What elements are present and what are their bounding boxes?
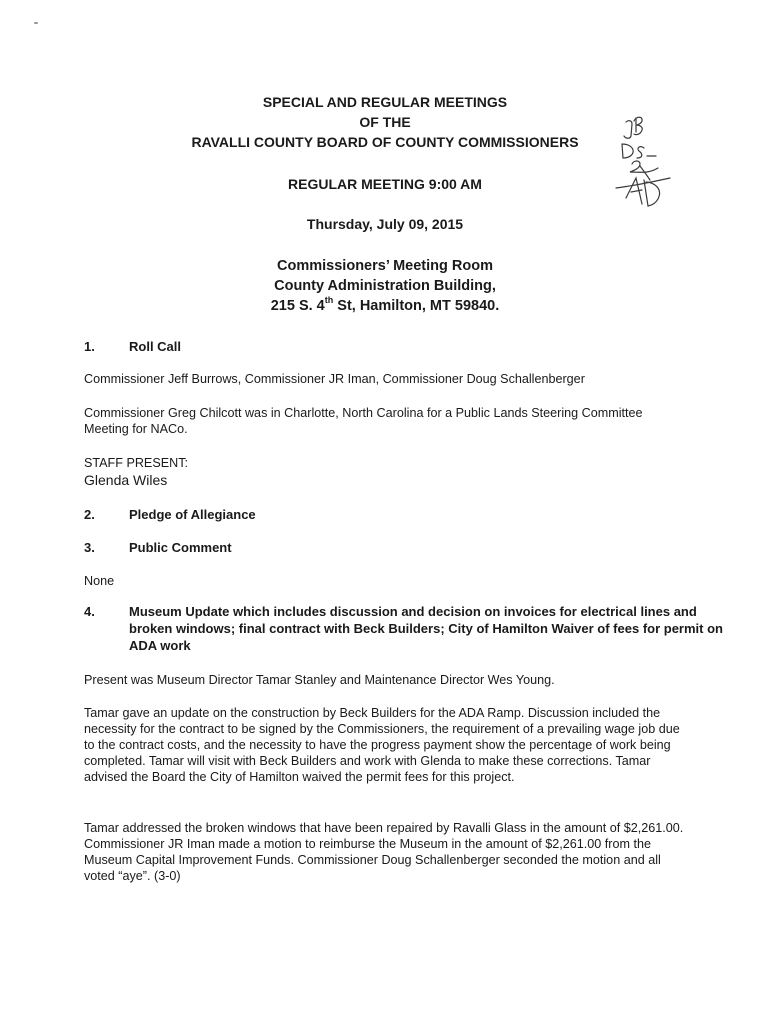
public-comment-text: None (84, 574, 115, 588)
section-title: Roll Call (129, 339, 182, 354)
scan-artifact (34, 22, 38, 24)
museum-update-text: Tamar gave an update on the construction by Beck Builders for the ADA Ramp. Discussion included the necessity for the contract to be signed by the Commissioners, the requirement of a prevailing wage job due to the contract costs, and the necessity to have the progress payment show the percentage of work being completed. Tamar will visit with Beck Builders and work with Glenda to make these corrections. Tamar advised the Board the City of Hamilton waived the permit fees for this project. (84, 706, 680, 784)
absent-commissioner-note: Commissioner Greg Chilcott was in Charlotte, North Carolina for a Public Lands Steering Committee Meeting for NACo. (84, 406, 643, 436)
address-rest: St, Hamilton, MT 59840. (333, 298, 500, 314)
meeting-type: REGULAR MEETING 9:00 AM (288, 176, 482, 192)
museum-present-text: Present was Museum Director Tamar Stanley and Maintenance Director Wes Young. (84, 673, 555, 687)
title-line-1: SPECIAL AND REGULAR MEETINGS (262, 94, 508, 110)
title-line-2: OF THE (359, 114, 411, 130)
section-title: Museum Update which includes discussion and decision on invoices for electrical lines and broken windows; final contract with Beck Builders; City of Hamilton Waiver of fees for permit on ADA work (129, 604, 723, 653)
staff-present-name: Glenda Wiles (84, 472, 168, 488)
staff-present-label: STAFF PRESENT: (84, 456, 189, 470)
location-room: Commissioners’ Meeting Room (277, 258, 493, 274)
roll-call-attendees: Commissioner Jeff Burrows, Commissioner JR Iman, Commissioner Doug Schallenberger (84, 372, 585, 386)
section-number: 3. (84, 540, 95, 555)
meeting-date: Thursday, July 09, 2015 (306, 216, 464, 232)
location-building: County Administration Building, (274, 278, 496, 294)
meeting-location (0, 256, 770, 316)
section-number: 4. (84, 604, 95, 619)
title-line-3: RAVALLI COUNTY BOARD OF COUNTY COMMISSIONERS (191, 134, 579, 150)
address-ordinal: th (324, 295, 334, 306)
section-number: 1. (84, 339, 95, 354)
location-address (0, 296, 770, 316)
handwritten-initials (610, 108, 690, 218)
section-title: Pledge of Allegiance (129, 507, 256, 522)
section-title: Public Comment (129, 540, 232, 555)
section-number: 2. (84, 507, 95, 522)
museum-windows-text: Tamar addressed the broken windows that have been repaired by Ravalli Glass in the amount of $2,261.00. Commissioner JR Iman made a motion to reimburse the Museum in the amount of $2,261.00 from the Museum Capital Improvement Funds. Commissioner Doug Schallenberger seconded the motion and all voted “aye”. (3-0) (84, 821, 684, 883)
address-street-number: 215 S. 4 (270, 298, 325, 314)
